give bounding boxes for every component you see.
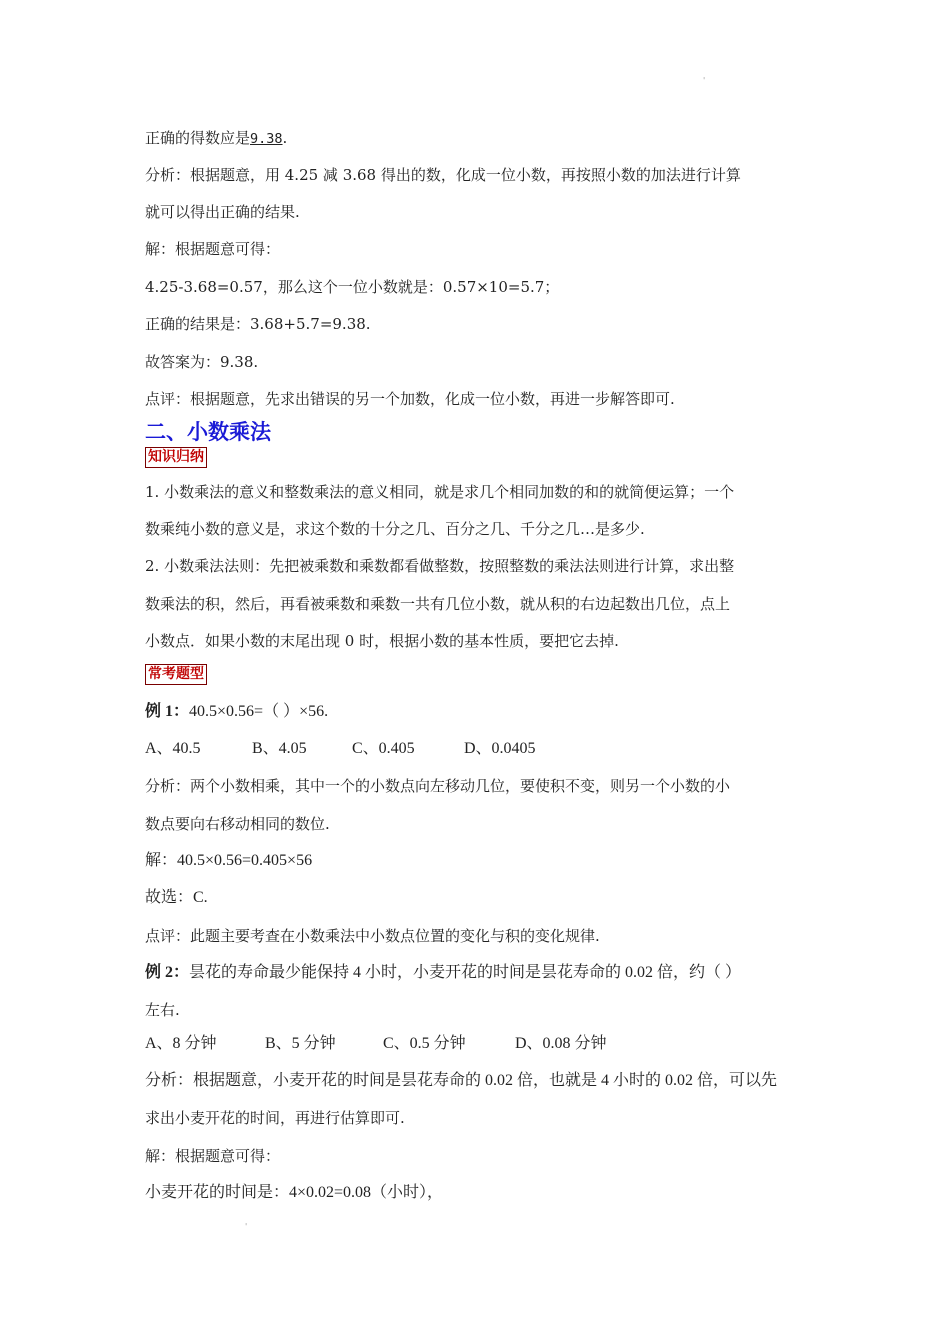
example-2-analysis-b: 求出小麦开花的时间，再进行估算即可.	[145, 1109, 405, 1127]
comment-line: 点评：根据题意，先求出错误的另一个加数，化成一位小数，再进一步解答即可.	[145, 390, 675, 408]
answer-value: 9.38	[250, 131, 283, 147]
header-mark: '	[703, 76, 706, 85]
knowledge-1a: 1. 小数乘法的意义和整数乘法的意义相同，就是求几个相同加数的和的就简便运算；一个	[145, 483, 735, 501]
answer-line	[145, 128, 287, 149]
example-1-analysis-b: 数点要向右移动相同的数位.	[145, 815, 330, 833]
analysis-line-2: 就可以得出正确的结果.	[145, 203, 300, 221]
example-1-analysis-a: 分析：两个小数相乘，其中一个的小数点向左移动几位，要使积不变，则另一个小数的小	[145, 777, 731, 795]
example-1-answer: 故选：C.	[145, 889, 208, 906]
knowledge-1b: 数乘纯小数的意义是，求这个数的十分之几、百分之几、千分之几…是多少.	[145, 520, 645, 538]
example-1-option-d: D、0.0405	[464, 740, 536, 757]
analysis-line-1: 分析：根据题意，用 4.25 减 3.68 得出的数，化成一位小数，再按照小数的加法进行计算	[145, 166, 741, 184]
example-2-analysis-a: 分析：根据题意，小麦开花的时间是昙花寿命的 0.02 倍，也就是 4 小时的 0.02 倍，可以先	[145, 1072, 778, 1089]
knowledge-2c: 小数点．如果小数的末尾出现 0 时，根据小数的基本性质，要把它去掉.	[145, 632, 619, 650]
example-2-options	[145, 1034, 607, 1054]
example-1-option-b: B、4.05	[252, 740, 307, 757]
example-1-solution: 解：40.5×0.56=0.405×56	[145, 852, 313, 869]
example-2-label: 例 2：	[145, 964, 190, 981]
example-2-text: 昙花的寿命最少能保持 4 小时，小麦开花的时间是昙花寿命的 0.02 倍，约（ ）	[189, 964, 742, 981]
example-1-options	[145, 739, 536, 759]
answer-suffix: .	[282, 129, 288, 147]
knowledge-2b: 数乘法的积，然后，再看被乘数和乘数一共有几位小数，就从积的右边起数出几位，点上	[145, 595, 731, 613]
example-2-question-a	[145, 963, 741, 983]
section-title: 二、小数乘法	[145, 420, 271, 444]
example-2-option-c: C、0.5 分钟	[383, 1035, 466, 1052]
solution-heading: 解：根据题意可得：	[145, 240, 281, 258]
example-1-option-a: A、40.5	[145, 740, 201, 757]
questions-tag: 常考题型	[145, 664, 207, 685]
example-2-option-d: D、0.08 分钟	[515, 1035, 607, 1052]
example-1-option-c: C、0.405	[352, 740, 415, 757]
knowledge-tag: 知识归纳	[145, 447, 207, 468]
knowledge-2a: 2. 小数乘法法则：先把被乘数和乘数都看做整数，按照整数的乘法法则进行计算，求出整	[145, 557, 735, 575]
answer-prefix: 正确的得数应是	[145, 129, 251, 147]
example-1-comment: 点评：此题主要考查在小数乘法中小数点位置的变化与积的变化规律.	[145, 927, 600, 945]
example-1-text: 40.5×0.56=（ ）×56.	[189, 703, 329, 720]
solution-step-1: 4.25-3.68=0.57，那么这个一位小数就是：0.57×10=5.7；	[145, 278, 560, 296]
example-1-label: 例 1：	[145, 703, 190, 720]
example-2-option-a: A、8 分钟	[145, 1035, 217, 1052]
footer-mark: '	[245, 1222, 248, 1231]
final-answer: 故答案为：9.38.	[145, 353, 259, 371]
solution-step-2: 正确的结果是：3.68+5.7=9.38.	[145, 315, 371, 333]
example-2-solution-b: 小麦开花的时间是：4×0.02=0.08（小时），	[145, 1184, 444, 1201]
example-1-question	[145, 702, 328, 722]
example-2-question-b: 左右.	[145, 1001, 180, 1019]
example-2-option-b: B、5 分钟	[265, 1035, 336, 1052]
example-2-solution-a: 解：根据题意可得：	[145, 1147, 281, 1165]
